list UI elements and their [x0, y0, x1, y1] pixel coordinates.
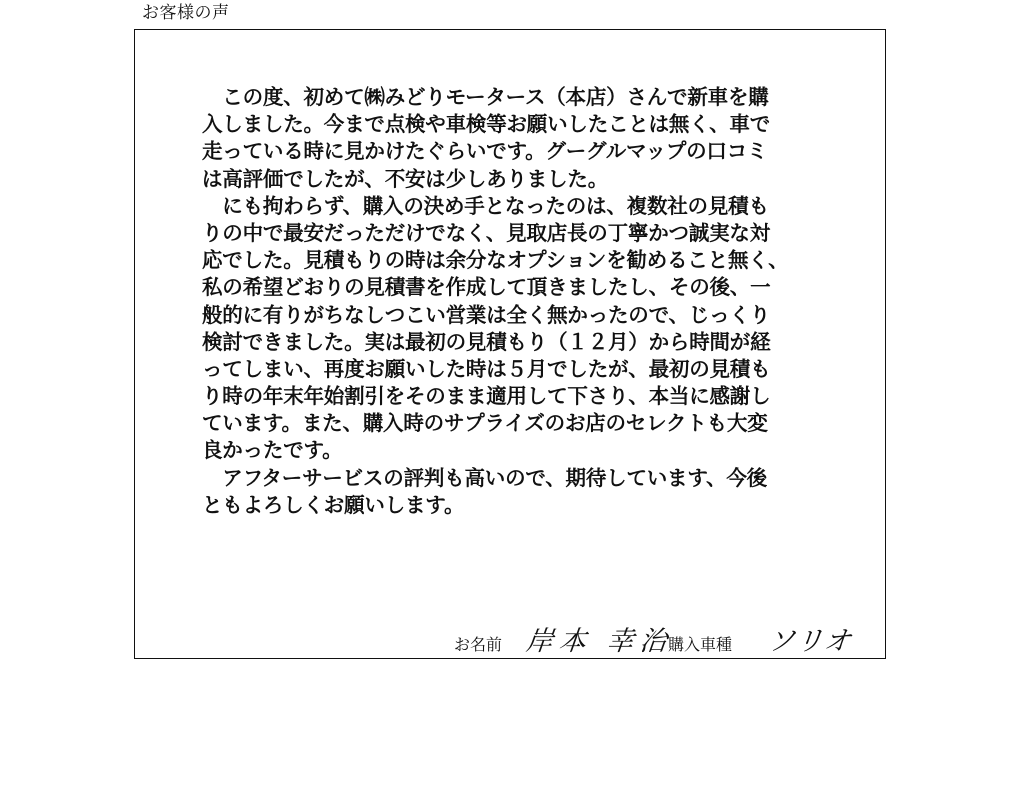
testimonial-body — [202, 84, 824, 519]
testimonial-line: 私の希望どおりの見積書を作成して頂きましたし、その後、一 — [202, 275, 771, 300]
testimonial-line: 走っている時に見かけたぐらいです。グーグルマップの口コミ — [202, 139, 768, 164]
testimonial-line: 入しました。今まで点検や車検等お願いしたことは無く、車で — [202, 112, 770, 137]
testimonial-line: 般的に有りがちなしつこい営業は全く無かったので、じっくり — [202, 302, 770, 327]
customer-name-handwritten: 岸本 幸治 — [524, 626, 675, 657]
vehicle-model-label: 購入車種 — [668, 635, 733, 654]
testimonial-line: りの中で最安だっただけでなく、見取店長の丁寧かつ誠実な対 — [202, 220, 770, 245]
testimonial-line: この度、初めて㈱みどりモータース（本店）さんで新車を購 — [202, 85, 769, 109]
testimonial-line: ともよろしくお願いします。 — [202, 492, 465, 517]
testimonial-line: ってしまい、再度お願いした時は５月でしたが、最初の見積も — [202, 356, 771, 381]
testimonial-line: にも拘わらず、購入の決め手となったのは、複数社の見積も — [202, 193, 769, 218]
testimonial-line: 良かったです。 — [202, 438, 343, 463]
testimonial-line: は高評価でしたが、不安は少しありました。 — [202, 166, 608, 191]
page-heading: お客様の声 — [142, 3, 230, 23]
customer-name-label: お名前 — [454, 635, 503, 654]
testimonial-line: ています。また、購入時のサプライズのお店のセレクトも大変 — [202, 411, 768, 436]
testimonial-line: 検討できました。実は最初の見積もり（１２月）から時間が経 — [202, 329, 771, 354]
testimonial-line: り時の年末年始割引をそのまま適用して下さり、本当に感謝し — [202, 384, 771, 409]
testimonial-line: アフターサービスの評判も高いので、期待しています、今後 — [202, 465, 767, 490]
vehicle-model-handwritten: ソリオ — [766, 626, 854, 657]
testimonial-line: 応でした。見積もりの時は余分なオプションを勧めること無く、 — [202, 248, 789, 273]
